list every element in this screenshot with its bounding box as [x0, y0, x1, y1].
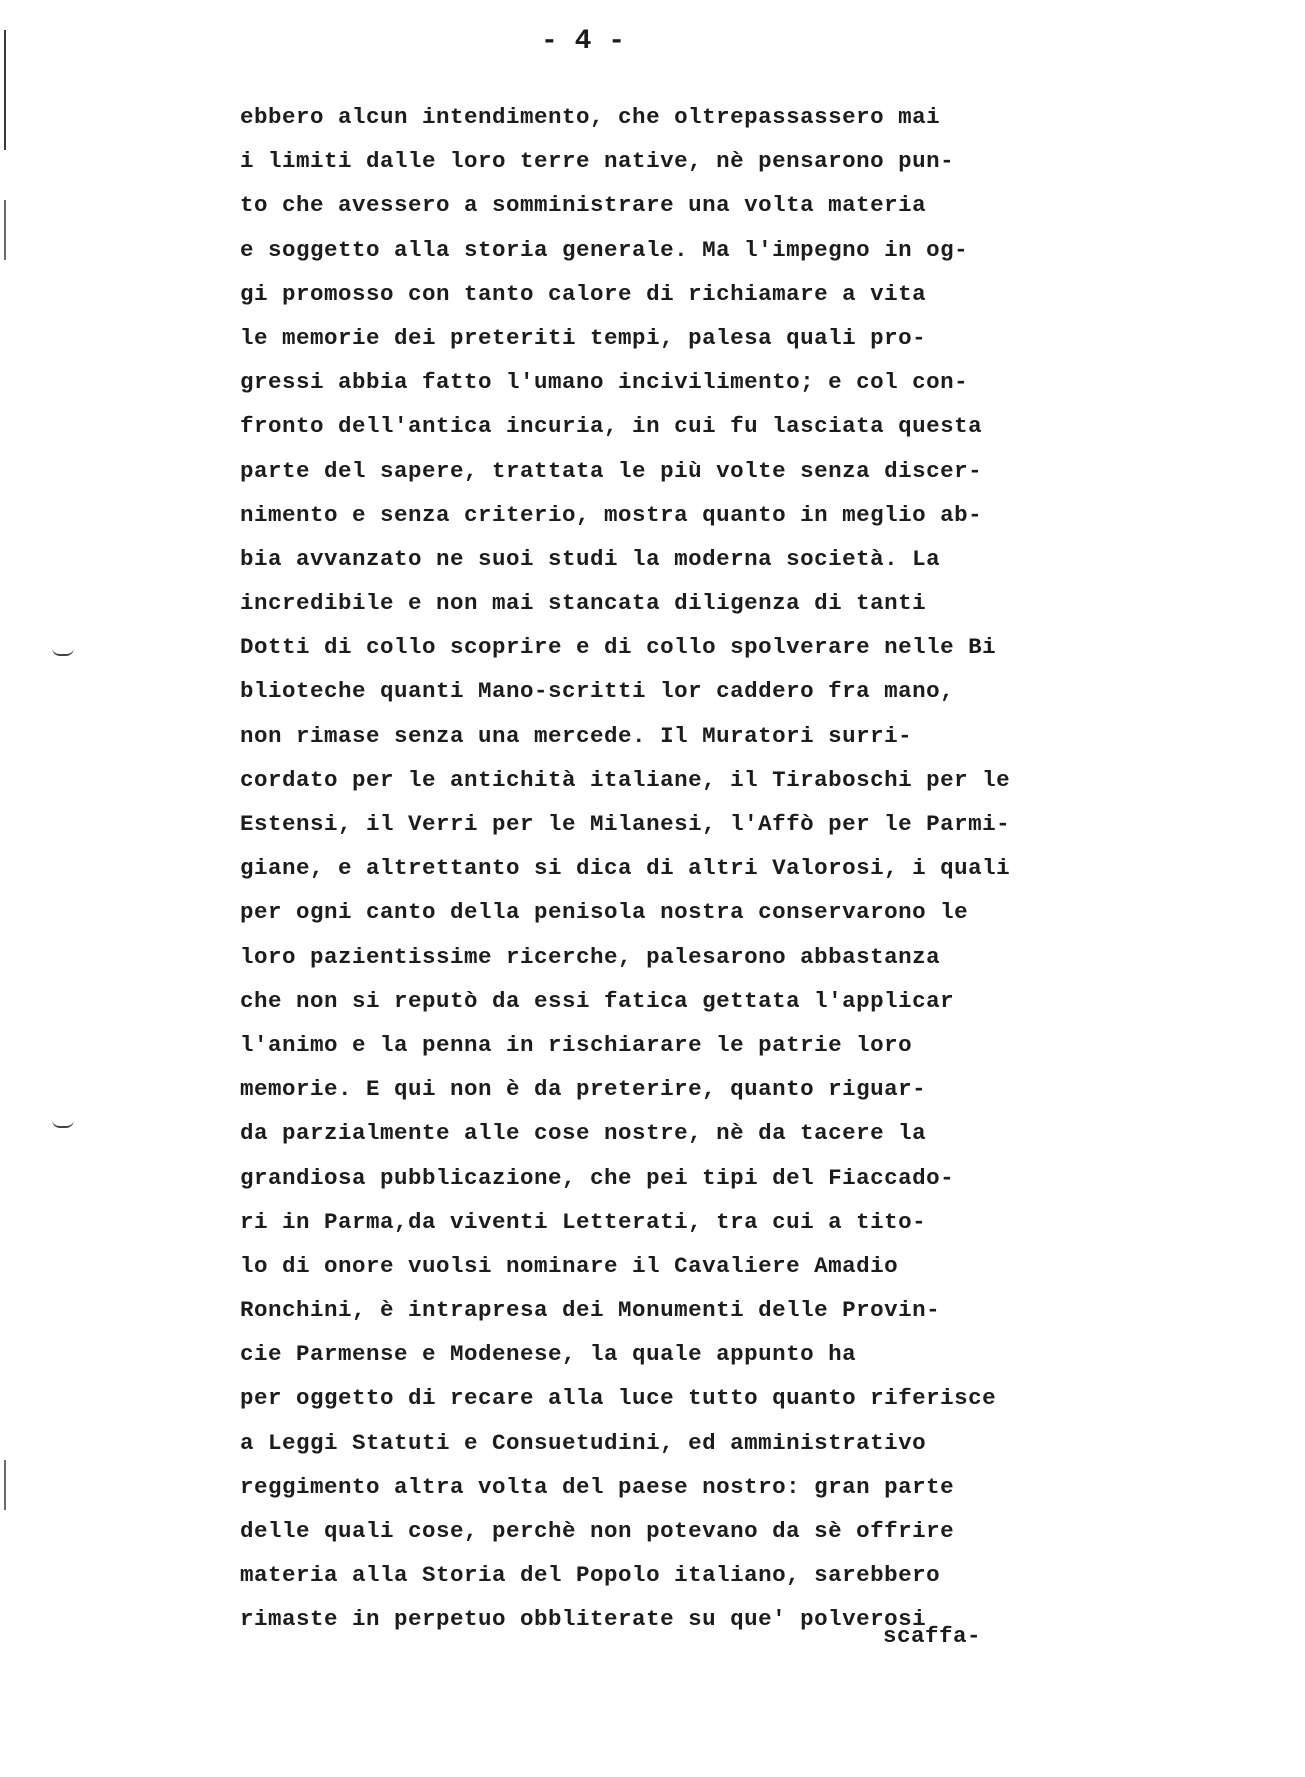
- text-line: ri in Parma,da viventi Letterati, tra cui a tito-: [240, 1208, 927, 1235]
- text-line: fronto dell'antica incuria, in cui fu lasciata questa: [240, 413, 983, 440]
- text-line: Dotti di collo scoprire e di collo spolverare nelle Bi: [240, 634, 997, 661]
- body-text: [240, 95, 1100, 1642]
- text-line: non rimase senza una mercede. Il Muratori surri-: [240, 722, 913, 749]
- text-line: parte del sapere, trattata le più volte senza discer-: [240, 457, 983, 484]
- text-line: cie Parmense e Modenese, la quale appunto ha: [240, 1341, 857, 1368]
- margin-mark: [52, 1120, 74, 1128]
- text-line: memorie. E qui non è da preterire, quanto riguar-: [240, 1076, 927, 1103]
- text-line: grandiosa pubblicazione, che pei tipi del Fiaccado-: [240, 1164, 955, 1191]
- text-line: loro pazientissime ricerche, palesarono abbastanza: [240, 943, 941, 970]
- text-line: gressi abbia fatto l'umano incivilimento; e col con-: [240, 369, 969, 396]
- text-line: lo di onore vuolsi nominare il Cavaliere Amadio: [240, 1252, 899, 1279]
- text-line: e soggetto alla storia generale. Ma l'impegno in og-: [240, 236, 969, 263]
- text-line: bia avvanzato ne suoi studi la moderna società. La: [240, 545, 941, 572]
- text-line: per oggetto di recare alla luce tutto quanto riferisce: [240, 1385, 997, 1412]
- text-line: che non si reputò da essi fatica gettata l'applicar: [240, 987, 955, 1014]
- text-line: a Leggi Statuti e Consuetudini, ed amministrativo: [240, 1429, 927, 1456]
- text-line: delle quali cose, perchè non potevano da sè offrire: [240, 1518, 955, 1544]
- text-line: giane, e altrettanto si dica di altri Valorosi, i quali: [240, 855, 1011, 882]
- text-line: Estensi, il Verri per le Milanesi, l'Affò per le Parmi-: [240, 811, 1011, 837]
- text-line: reggimento altra volta del paese nostro: gran parte: [240, 1473, 955, 1500]
- text-line: incredibile e non mai stancata diligenza di tanti: [240, 590, 927, 617]
- page-edge-mark: [4, 200, 6, 260]
- text-line: le memorie dei preteriti tempi, palesa quali pro-: [240, 324, 927, 351]
- text-line: cordato per le antichità italiane, il Tiraboschi per le: [240, 766, 1011, 793]
- text-line: ebbero alcun intendimento, che oltrepassassero mai: [240, 104, 941, 130]
- margin-mark: [52, 648, 74, 656]
- text-line: materia alla Storia del Popolo italiano, sarebbero: [240, 1562, 941, 1589]
- catchword: scaffa-: [883, 1623, 982, 1649]
- text-line: nimento e senza criterio, mostra quanto in meglio ab-: [240, 501, 983, 528]
- text-line: da parzialmente alle cose nostre, nè da tacere la: [240, 1120, 927, 1147]
- page-edge-mark: [4, 1460, 6, 1510]
- text-line: gi promosso con tanto calore di richiamare a vita: [240, 280, 927, 307]
- page-edge-mark: [4, 30, 6, 150]
- text-line: l'animo e la penna in rischiarare le patrie loro: [240, 1031, 913, 1058]
- text-line: rimaste in perpetuo obbliterate su que' polverosi: [240, 1606, 927, 1633]
- text-line: i limiti dalle loro terre native, nè pensarono pun-: [240, 148, 955, 175]
- page-number: - 4 -: [540, 26, 625, 57]
- text-line: blioteche quanti Mano-scritti lor caddero fra mano,: [240, 678, 955, 705]
- text-line: per ogni canto della penisola nostra conservarono le: [240, 899, 969, 926]
- text-line: Ronchini, è intrapresa dei Monumenti delle Provin-: [240, 1297, 941, 1324]
- text-line: to che avessero a somministrare una volta materia: [240, 192, 927, 219]
